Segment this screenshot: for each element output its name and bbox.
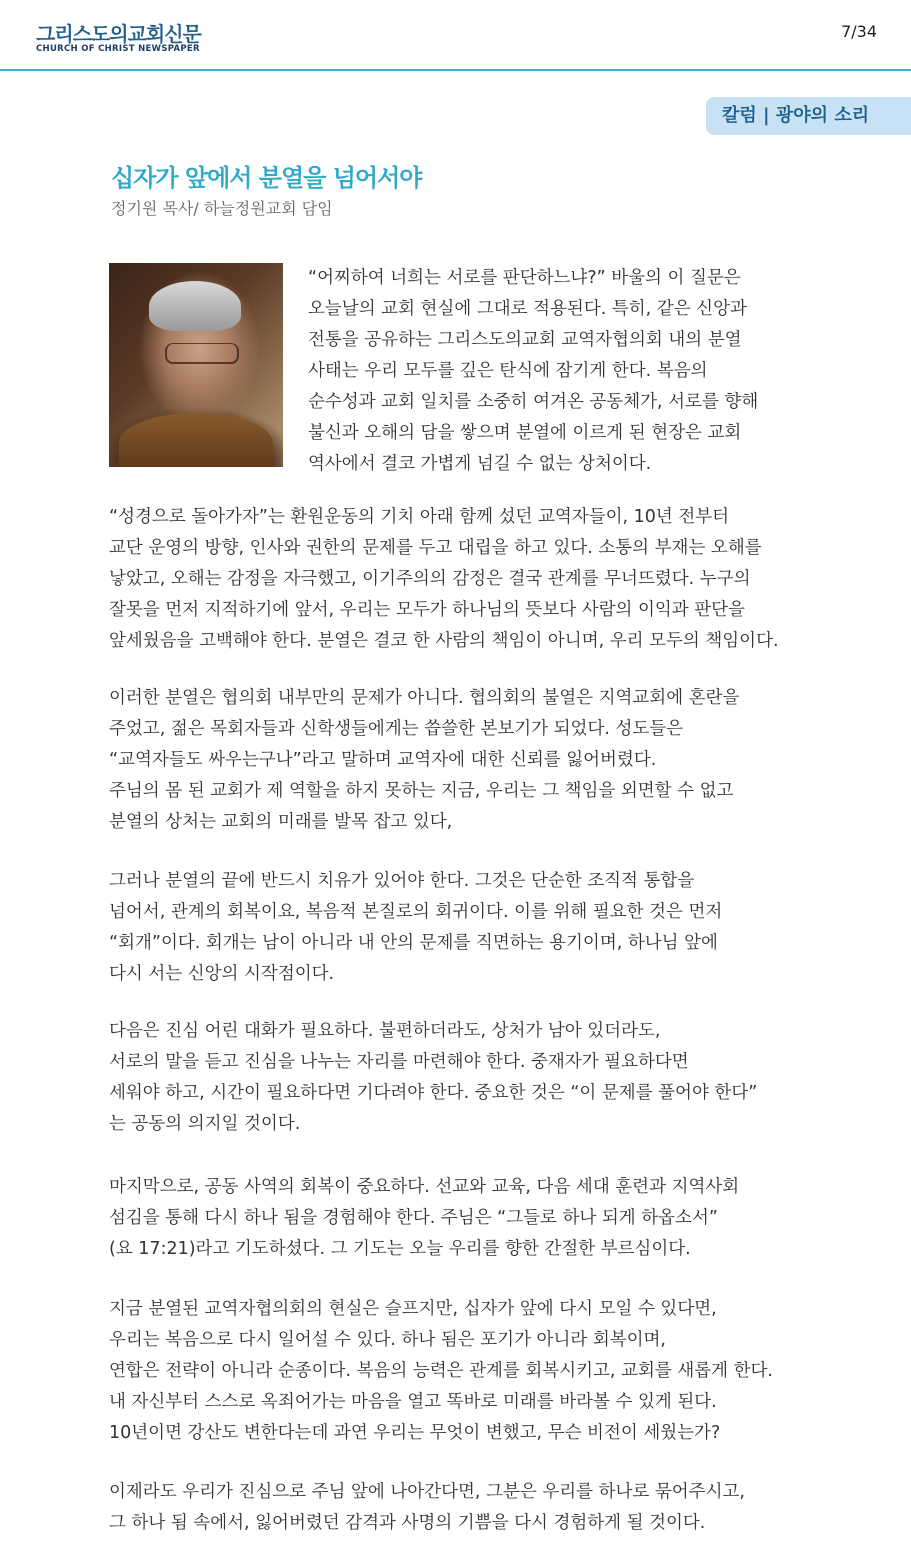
section-tag: 칼럼 | 광야의 소리 [706,97,911,135]
intro-paragraph [308,263,868,480]
text-line: 낳았고, 오해는 감정을 자극했고, 이기주의의 감정은 결국 관계를 무너뜨렸다. 누구의 [109,569,751,589]
text-line: 세워야 하고, 시간이 필요하다면 기다려야 한다. 중요한 것은 “이 문제를 풀어야 한다” [109,1083,758,1103]
masthead [0,0,911,70]
body-paragraph [109,1172,869,1265]
text-line: 우리는 복음으로 다시 일어설 수 있다. 하나 됨은 포기가 아니라 회복이며, [109,1330,666,1350]
text-line: 넘어서, 관계의 회복이요, 복음적 본질로의 회귀이다. 이를 위해 필요한 것은 먼저 [109,902,723,922]
text-line: 서로의 말을 듣고 진심을 나누는 자리를 마련해야 한다. 중재자가 필요하다면 [109,1052,689,1072]
header-divider [0,69,911,71]
article-title: 십자가 앞에서 분열을 넘어서야 [111,164,422,192]
text-line: 순수성과 교회 일치를 소중히 여겨온 공동체가, 서로를 향해 [308,392,759,412]
text-line: 내 자신부터 스스로 옥죄어가는 마음을 열고 똑바로 미래를 바라볼 수 있게 된다. [109,1392,717,1412]
author-photo [109,263,283,467]
body-paragraph [109,1477,869,1539]
text-line: 불신과 오해의 담을 쌓으며 분열에 이르게 된 현장은 교회 [308,423,742,443]
body-paragraph [109,683,869,838]
text-line: 교단 운영의 방향, 인사와 권한의 문제를 두고 대립을 하고 있다. 소통의 부재는 오해를 [109,538,762,558]
body-paragraph [109,502,869,657]
text-line: 전통을 공유하는 그리스도의교회 교역자협의회 내의 분열 [308,330,742,350]
text-line: 는 공동의 의지일 것이다. [109,1114,301,1134]
page-number: 7/34 [841,22,877,41]
text-line: 잘못을 먼저 지적하기에 앞서, 우리는 모두가 하나님의 뜻보다 사람의 이익과 판단을 [109,600,745,620]
text-line: 지금 분열된 교역자협의회의 현실은 슬프지만, 십자가 앞에 다시 모일 수 있다면, [109,1299,717,1319]
body-paragraph [109,1016,869,1140]
text-line: 다시 서는 신앙의 시작점이다. [109,964,335,984]
text-line: 오늘날의 교회 현실에 그대로 적용된다. 특히, 같은 신앙과 [308,299,747,319]
text-line: “회개”이다. 회개는 남이 아니라 내 안의 문제를 직면하는 용기이며, 하나님 앞에 [109,933,718,953]
newspaper-logo[interactable]: 그리스도의교회신문 [36,22,201,46]
body-paragraph [109,1294,869,1449]
text-line: 사태는 우리 모두를 깊은 탄식에 잠기게 한다. 복음의 [308,361,708,381]
text-line: 주님의 몸 된 교회가 제 역할을 하지 못하는 지금, 우리는 그 책임을 외면할 수 없고 [109,781,734,801]
text-line: 이러한 분열은 협의회 내부만의 문제가 아니다. 협의회의 불열은 지역교회에 혼란을 [109,688,740,708]
body-paragraph [109,866,869,990]
text-line: 마지막으로, 공동 사역의 회복이 중요하다. 선교와 교육, 다음 세대 훈련과 지역사회 [109,1177,740,1197]
text-line: 그러나 분열의 끝에 반드시 치유가 있어야 한다. 그것은 단순한 조직적 통합을 [109,871,695,891]
text-line: 연합은 전략이 아니라 순종이다. 복음의 능력은 관계를 회복시키고, 교회를 새롭게 한다. [109,1361,773,1381]
text-line: 다음은 진심 어린 대화가 필요하다. 불편하더라도, 상처가 남아 있더라도, [109,1021,661,1041]
article-byline: 정기원 목사/ 하늘정원교회 담임 [111,199,333,218]
text-line: 주었고, 젊은 목회자들과 신학생들에게는 씁쓸한 본보기가 되었다. 성도들은 [109,719,684,739]
text-line: 이제라도 우리가 진심으로 주님 앞에 나아간다면, 그분은 우리를 하나로 묶어주시고, [109,1482,745,1502]
text-line: “성경으로 돌아가자”는 환원운동의 기치 아래 함께 섰던 교역자들이, 10년 전부터 [109,507,730,527]
text-line: (요 17:21)라고 기도하셨다. 그 기도는 오늘 우리를 향한 간절한 부르심이다. [109,1239,691,1259]
text-line: 앞세웠음을 고백해야 한다. 분열은 결코 한 사람의 책임이 아니며, 우리 모두의 책임이다. [109,631,779,651]
text-line: 분열의 상처는 교회의 미래를 발목 잡고 있다, [109,812,453,832]
text-line: “어찌하여 너희는 서로를 판단하느냐?” 바울의 이 질문은 [308,268,741,288]
newspaper-logo-english: CHURCH OF CHRIST NEWSPAPER [36,44,200,54]
text-line: 그 하나 됨 속에서, 잃어버렸던 감격과 사명의 기쁨을 다시 경험하게 될 것이다. [109,1513,706,1533]
text-line: 10년이면 강산도 변한다는데 과연 우리는 무엇이 변했고, 무슨 비전이 세웠는가? [109,1423,721,1443]
text-line: 섬김을 통해 다시 하나 됨을 경험해야 한다. 주님은 “그들로 하나 되게 하옵소서” [109,1208,718,1228]
text-line: “교역자들도 싸우는구나”라고 말하며 교역자에 대한 신뢰를 잃어버렸다. [109,750,657,770]
text-line: 역사에서 결코 가볍게 넘길 수 없는 상처이다. [308,454,652,474]
